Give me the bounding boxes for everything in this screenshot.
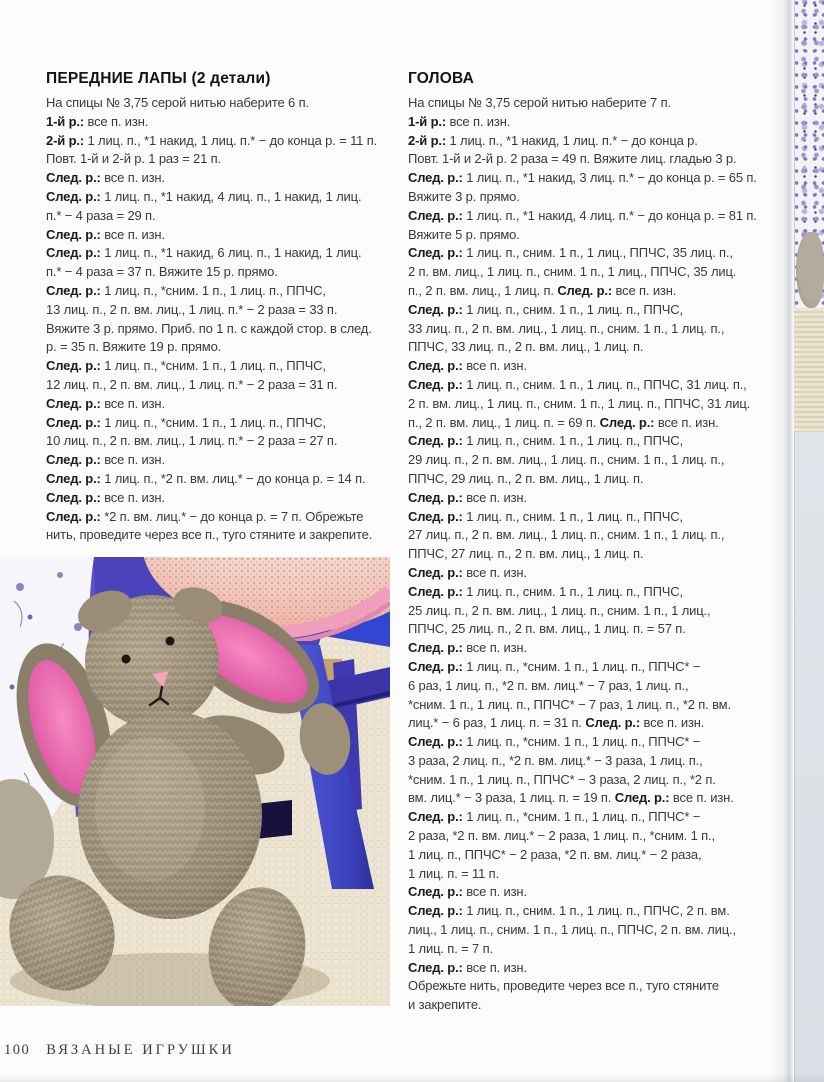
instruction-line: След. р.: 1 лиц. п., *сним. 1 п., 1 лиц. п., ППЧС* − — [408, 658, 701, 674]
instruction-line: п.* − 4 раза = 37 п. Вяжите 15 р. прямо. — [46, 264, 278, 280]
instruction-line: След. р.: 1 лиц. п., *сним. 1 п., 1 лиц. п., ППЧС, — [46, 414, 326, 430]
facing-page-knit-photo — [794, 308, 824, 432]
section-front-paws — [46, 70, 404, 545]
instruction-line: След. р.: 1 лиц. п., *1 накид, 4 лиц. п.* − до конца р. = 81 п. — [408, 207, 757, 223]
instruction-line: След. р.: все п. изн. — [408, 884, 527, 900]
instruction-line: *сним. 1 п., 1 лиц. п., ППЧС* − 7 раз, 1 лиц. п., *2 п. вм. — [408, 696, 731, 712]
facing-page-toy-edge — [796, 232, 824, 308]
instruction-line: ППЧС, 29 лиц. п., 2 п. вм. лиц., 1 лиц. п. — [408, 470, 644, 486]
instruction-line: След. р.: все п. изн. — [408, 640, 527, 656]
instruction-line: След. р.: все п. изн. — [46, 226, 165, 242]
footer — [4, 1042, 235, 1062]
instruction-line: След. р.: 1 лиц. п., *2 п. вм. лиц.* − до конца р. = 14 п. — [46, 470, 366, 486]
instruction-line: ППЧС, 27 лиц. п., 2 п. вм. лиц., 1 лиц. п. — [408, 546, 644, 562]
instruction-line: След. р.: 1 лиц. п., сним. 1 п., 1 лиц. п., ППЧС, 31 лиц. п., — [408, 376, 747, 392]
instruction-line: 10 лиц. п., 2 п. вм. лиц., 1 лиц. п.* − 2 раза = 27 п. — [46, 433, 338, 449]
instruction-line: п., 2 п. вм. лиц., 1 лиц. п. = 69 п. След. р.: все п. изн. — [408, 414, 719, 430]
instruction-line: След. р.: 1 лиц. п., сним. 1 п., 1 лиц. п., ППЧС, 2 п. вм. — [408, 903, 730, 919]
instruction-line: 2 раза, *2 п. вм. лиц.* − 2 раза, 1 лиц. п., *сним. 1 п., — [408, 828, 715, 844]
instruction-line: Повт. 1-й и 2-й р. 1 раз = 21 п. — [46, 151, 221, 167]
instruction-line: и закрепите. — [408, 997, 482, 1013]
instruction-line: п., 2 п. вм. лиц., 1 лиц. п. След. р.: все п. изн. — [408, 282, 677, 298]
section-heading-head: ГОЛОВА — [408, 70, 475, 87]
section-heading-front-paws: ПЕРЕДНИЕ ЛАПЫ (2 детали) — [46, 70, 271, 87]
instruction-line: След. р.: все п. изн. — [408, 959, 527, 975]
instruction-line: След. р.: все п. изн. — [408, 489, 527, 505]
instruction-line: 25 лиц. п., 2 п. вм. лиц., 1 лиц. п., сним. 1 п., 1 лиц., — [408, 602, 711, 618]
instruction-line: След. р.: 1 лиц. п., сним. 1 п., 1 лиц. п., ППЧС, — [408, 583, 683, 599]
book-title: ВЯЗАНЫЕ ИГРУШКИ — [46, 1042, 235, 1058]
instruction-line: 2-й р.: 1 лиц. п., *1 накид, 1 лиц. п.* − до конца р. — [408, 132, 698, 148]
instruction-line: На спицы № 3,75 серой нитью наберите 7 п. — [408, 95, 671, 110]
instruction-line: След. р.: все п. изн. — [408, 358, 527, 374]
bunny-photo-illustration — [0, 557, 390, 1006]
page-number: 100 — [4, 1042, 31, 1058]
instruction-line: ППЧС, 25 лиц. п., 2 п. вм. лиц., 1 лиц. п. = 57 п. — [408, 621, 686, 637]
instruction-line: След. р.: 1 лиц. п., сним. 1 п., 1 лиц. п., ППЧС, — [408, 301, 683, 317]
instruction-line: След. р.: 1 лиц. п., *1 накид, 6 лиц. п., 1 накид, 1 лиц. — [46, 245, 362, 261]
instruction-line: След. р.: 1 лиц. п., *сним. 1 п., 1 лиц. п., ППЧС, — [46, 282, 326, 298]
instruction-line: След. р.: 1 лиц. п., сним. 1 п., 1 лиц., ППЧС, 35 лиц. п., — [408, 245, 733, 261]
instruction-line: 1-й р.: все п. изн. — [408, 113, 511, 129]
instruction-line: Вяжите 3 р. прямо. Приб. по 1 п. с каждой стор. в след. — [46, 320, 372, 336]
facing-page-blank — [794, 432, 824, 1082]
instruction-line: Обрежьте нить, проведите через все п., туго стяните — [408, 978, 720, 994]
bunny-eye-right — [166, 637, 175, 646]
instruction-line: След. р.: 1 лиц. п., *сним. 1 п., 1 лиц. п., ППЧС* − — [408, 809, 701, 825]
instruction-line: 6 раз, 1 лиц. п., *2 п. вм. лиц.* − 7 раз, 1 лиц. п., — [408, 677, 689, 693]
instruction-line: 2 п. вм. лиц., 1 лиц. п., сним. 1 п., 1 лиц. п., ППЧС, 31 лиц. — [408, 395, 751, 411]
instruction-line: 2 п. вм. лиц., 1 лиц. п., сним. 1 п., 1 лиц., ППЧС, 35 лиц. — [408, 264, 737, 280]
instruction-line: След. р.: все п. изн. — [46, 489, 165, 505]
instruction-line: 29 лиц. п., 2 п. вм. лиц., 1 лиц. п., сним. 1 п., 1 лиц. п., — [408, 452, 725, 468]
instruction-line: 1 лиц. п., ППЧС* − 2 раза, *2 п. вм. лиц.* − 2 раза, — [408, 846, 702, 862]
instruction-line: *сним. 1 п., 1 лиц. п., ППЧС* − 3 раза, 2 лиц. п., *2 п. — [408, 771, 716, 787]
page-curve-shadow — [770, 0, 794, 1082]
instruction-line: След. р.: все п. изн. — [46, 395, 165, 411]
instruction-line: лиц.* − 6 раз, 1 лиц. п. = 31 п. След. р.: все п. изн. — [408, 715, 705, 731]
instruction-line: След. р.: 1 лиц. п., *сним. 1 п., 1 лиц. п., ППЧС* − — [408, 734, 701, 750]
instruction-line: След. р.: все п. изн. — [46, 452, 165, 468]
instruction-line: След. р.: 1 лиц. п., сним. 1 п., 1 лиц. п., ППЧС, — [408, 433, 683, 449]
instruction-lines-head — [408, 94, 784, 1015]
instruction-line: п.* − 4 раза = 29 п. — [46, 207, 156, 223]
instruction-line: 1 лиц. п. = 11 п. — [408, 865, 500, 881]
instruction-line: 33 лиц. п., 2 п. вм. лиц., 1 лиц. п., сним. 1 п., 1 лиц. п., — [408, 320, 725, 336]
instruction-line: След. р.: все п. изн. — [46, 170, 165, 186]
instruction-line: Вяжите 5 р. прямо. — [408, 226, 520, 242]
instruction-line: 1 лиц. п. = 7 п. — [408, 940, 493, 956]
instruction-line: 13 лиц. п., 2 п. вм. лиц., 1 лиц. п.* − 2 раза = 33 п. — [46, 301, 338, 317]
instruction-line: р. = 35 п. Вяжите 19 р. прямо. — [46, 339, 222, 355]
instruction-line: На спицы № 3,75 серой нитью наберите 6 п. — [46, 95, 309, 110]
facing-page-strip — [794, 0, 824, 1082]
instruction-lines-front-paws — [46, 94, 404, 545]
instruction-line: След. р.: 1 лиц. п., *1 накид, 4 лиц. п., 1 накид, 1 лиц. — [46, 188, 362, 204]
instruction-line: 12 лиц. п., 2 п. вм. лиц., 1 лиц. п.* − 2 раза = 31 п. — [46, 376, 338, 392]
instruction-line: Повт. 1-й и 2-й р. 2 раза = 49 п. Вяжите лиц. гладью 3 р. — [408, 151, 737, 167]
instruction-line: След. р.: 1 лиц. п., *1 накид, 3 лиц. п.* − до конца р. = 65 п. — [408, 170, 757, 186]
instruction-line: 27 лиц. п., 2 п. вм. лиц., 1 лиц. п., сним. 1 п., 1 лиц. п., — [408, 527, 725, 543]
instruction-line: 2-й р.: 1 лиц. п., *1 накид, 1 лиц. п.* − до конца р. = 11 п. — [46, 132, 378, 148]
instruction-line: След. р.: 1 лиц. п., *сним. 1 п., 1 лиц. п., ППЧС, — [46, 358, 326, 374]
bunny-eye-left — [122, 655, 131, 664]
bunny-photo — [0, 557, 390, 1006]
instruction-line: 1-й р.: все п. изн. — [46, 113, 149, 129]
page-bottom-edge — [0, 1074, 824, 1082]
instruction-line: лиц., 1 лиц. п., сним. 1 п., 1 лиц. п., ППЧС, 2 п. вм. лиц., — [408, 922, 736, 938]
instruction-line: ППЧС, 33 лиц. п., 2 п. вм. лиц., 1 лиц. п. — [408, 339, 644, 355]
instruction-line: вм. лиц.* − 3 раза, 1 лиц. п. = 19 п. След. р.: все п. изн. — [408, 790, 734, 806]
instruction-line: След. р.: 1 лиц. п., сним. 1 п., 1 лиц. п., ППЧС, — [408, 508, 683, 524]
instruction-line: нить, проведите через все п., туго стяните и закрепите. — [46, 527, 373, 543]
section-head — [408, 70, 784, 1015]
instruction-line: След. р.: все п. изн. — [408, 564, 527, 580]
instruction-line: След. р.: *2 п. вм. лиц.* − до конца р. = 7 п. Обрежьте — [46, 508, 364, 524]
instruction-line: 3 раза, 2 лиц. п., *2 п. вм. лиц.* − 3 раза, 1 лиц. п., — [408, 752, 703, 768]
instruction-line: Вяжите 3 р. прямо. — [408, 188, 520, 204]
